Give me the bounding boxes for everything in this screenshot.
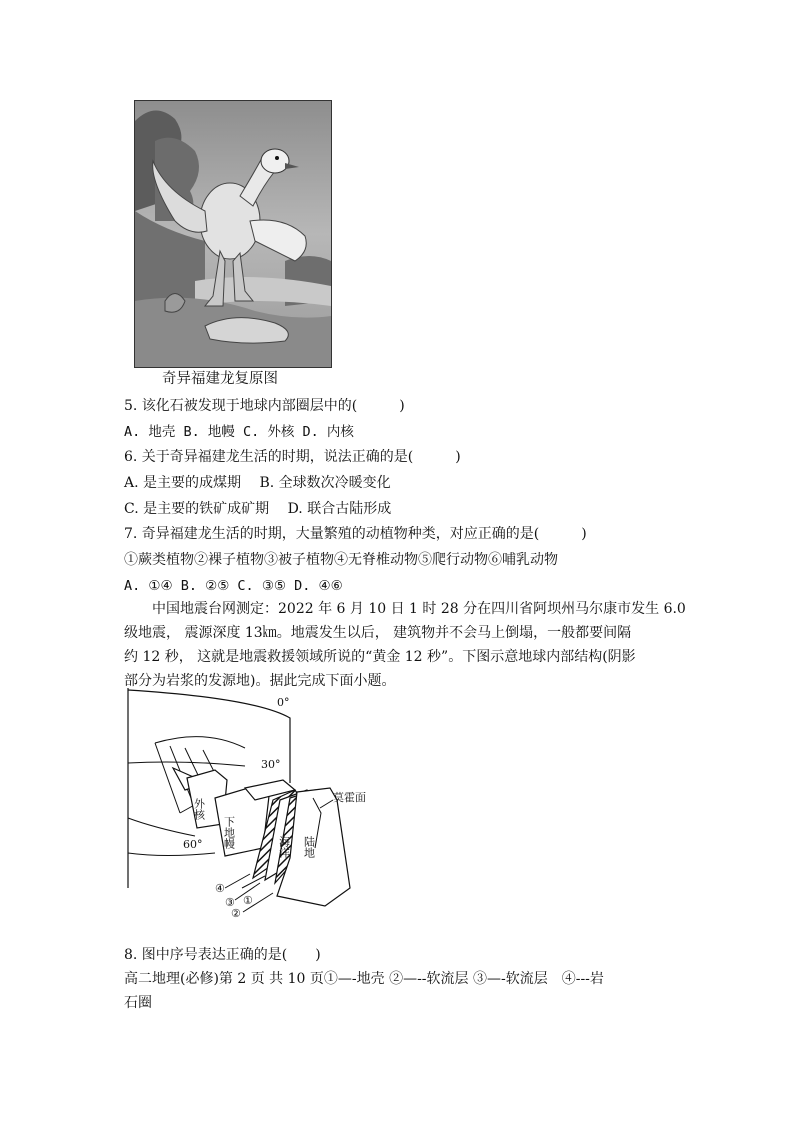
question-7-stem: 7. 奇异福建龙生活的时期，大量繁殖的动植物种类，对应正确的是( ) bbox=[124, 526, 587, 542]
earth-structure-diagram bbox=[125, 688, 385, 918]
question-6-options-ab: A. 是主要的成煤期 B. 全球数次冷暖变化 bbox=[124, 475, 391, 491]
marker-3: ③ bbox=[225, 896, 235, 909]
degree-60-label: 60° bbox=[183, 838, 203, 851]
question-6-options-cd: C. 是主要的铁矿成矿期 D. 联合古陆形成 bbox=[124, 501, 392, 517]
question-8-wrap: 石圈 bbox=[124, 995, 152, 1011]
land-label: 陆地 bbox=[302, 836, 316, 858]
passage-line-2: 级地震， 震源深度 13㎞。地震发生以后， 建筑物并不会马上倒塌，一般都要间隔 bbox=[124, 625, 632, 641]
question-5-options: A. 地壳 B. 地幔 C. 外核 D. 内核 bbox=[124, 424, 354, 440]
question-7-items: ①蕨类植物②裸子植物③被子植物④无脊椎动物⑤爬行动物⑥哺乳动物 bbox=[124, 552, 558, 568]
ocean-label: 海洋 bbox=[277, 836, 291, 858]
dinosaur-reconstruction-image bbox=[134, 100, 332, 368]
outer-core-label: 外核 bbox=[192, 798, 206, 820]
degree-0-label: 0° bbox=[277, 696, 290, 709]
passage-line-3: 约 12 秒， 这就是地震救援领域所说的“黄金 12 秒”。下图示意地球内部结构(阴影 bbox=[124, 649, 636, 665]
marker-4: ④ bbox=[215, 882, 225, 895]
question-8-stem: 8. 图中序号表达正确的是( ) bbox=[124, 947, 321, 963]
marker-2: ② bbox=[231, 907, 241, 918]
question-8-footer-line: 高二地理(必修)第 2 页 共 10 页①—-地壳 ②—--软流层 ③—-软流层 ④---岩 bbox=[124, 971, 604, 987]
passage-line-1: 中国地震台网测定：2022 年 6 月 10 日 1 时 28 分在四川省阿坝州马尔康市发生 6.0 bbox=[152, 601, 686, 617]
moho-label: 莫霍面 bbox=[333, 791, 366, 804]
degree-30-label: 30° bbox=[261, 758, 281, 771]
passage-line-4: 部分为岩浆的发源地)。据此完成下面小题。 bbox=[124, 673, 396, 689]
question-6-stem: 6. 关于奇异福建龙生活的时期，说法正确的是( ) bbox=[124, 449, 461, 465]
figure1-caption: 奇异福建龙复原图 bbox=[162, 371, 278, 387]
marker-1: ① bbox=[243, 894, 253, 907]
lower-mantle-label: 下地幔 bbox=[222, 816, 236, 849]
question-7-options: A. ①④ B. ②⑤ C. ③⑤ D. ④⑥ bbox=[124, 578, 343, 594]
question-5-stem: 5. 该化石被发现于地球内部圈层中的( ) bbox=[124, 398, 405, 414]
